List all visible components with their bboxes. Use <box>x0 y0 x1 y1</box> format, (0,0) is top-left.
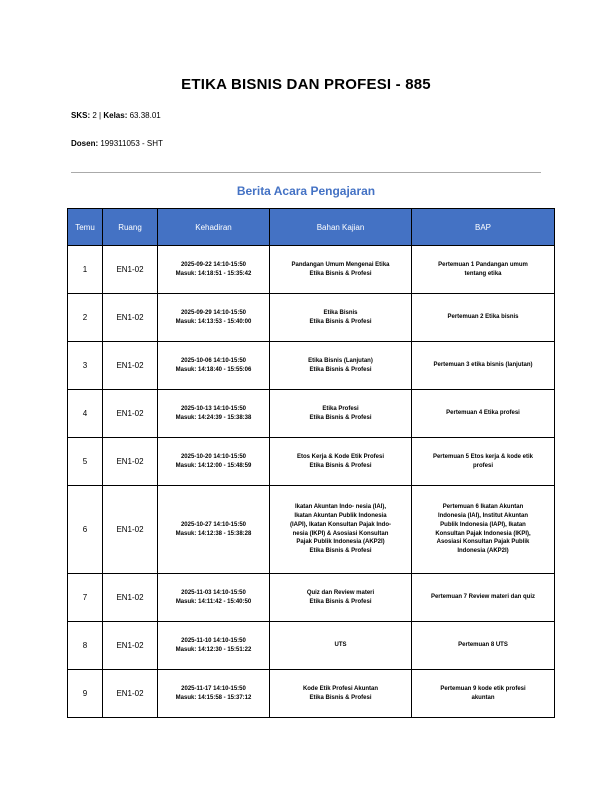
bap-line: Pertemuan 2 Etika bisnis <box>447 314 519 321</box>
sks-value: 2 <box>92 111 97 120</box>
temu-cell: 3 <box>68 342 103 390</box>
header-bap: BAP <box>412 209 555 246</box>
section-title: Berita Acara Pengajaran <box>236 184 376 198</box>
bap-cell <box>412 622 555 670</box>
temu-cell: 2 <box>68 294 103 342</box>
kelas-label: Kelas: <box>103 111 128 120</box>
bahan-kajian-line: Etika Bisnis & Profesi <box>309 318 372 325</box>
dosen-line <box>71 139 163 148</box>
ruang-cell: EN1-02 <box>103 670 158 718</box>
temu-cell: 7 <box>68 574 103 622</box>
jadwal-text: 2025-09-29 14:10-15:50 <box>180 309 247 316</box>
bap-cell <box>412 670 555 718</box>
table-row <box>68 294 555 342</box>
ruang-cell: EN1-02 <box>103 390 158 438</box>
temu-cell: 4 <box>68 390 103 438</box>
bap-cell <box>412 438 555 486</box>
bap-line: Indonesia (IAI), Institut Akuntan <box>437 513 529 520</box>
temu-cell: 5 <box>68 438 103 486</box>
bahan-kajian-line: Etos Kerja & Kode Etik Profesi <box>296 453 385 460</box>
bap-line: Konsultan Pajak Indonesia (IKPI), <box>435 530 531 537</box>
document-title: ETIKA BISNIS DAN PROFESI - 885 <box>181 76 431 93</box>
bahan-kajian-cell <box>270 294 412 342</box>
bap-line: Pertemuan 8 UTS <box>458 642 508 649</box>
header-bahan-kajian: Bahan Kajian <box>270 209 412 246</box>
masuk-text: Masuk: 14:12:00 - 15:48:59 <box>175 462 252 469</box>
bap-cell <box>412 486 555 574</box>
bahan-kajian-line: Etika Bisnis & Profesi <box>309 414 372 421</box>
table-body <box>68 246 555 718</box>
table-row <box>68 438 555 486</box>
masuk-text: Masuk: 14:18:40 - 15:55:06 <box>175 366 252 373</box>
bap-line: Indonesia (AKP2I) <box>457 547 509 554</box>
masuk-text: Masuk: 14:11:42 - 15:40:50 <box>175 598 252 605</box>
bahan-kajian-cell <box>270 246 412 294</box>
ruang-cell: EN1-02 <box>103 342 158 390</box>
bap-line: Pertemuan 7 Review materi dan quiz <box>430 594 536 601</box>
divider <box>71 172 541 173</box>
bap-cell <box>412 342 555 390</box>
bap-cell <box>412 574 555 622</box>
jadwal-text: 2025-09-22 14:10-15:50 <box>180 261 247 268</box>
bahan-kajian-line: nesia (IKPI) & Asosiasi Konsultan <box>292 530 389 537</box>
masuk-text: Masuk: 14:13:53 - 15:40:00 <box>175 318 252 325</box>
masuk-text: Masuk: 14:18:51 - 15:35:42 <box>175 270 252 277</box>
bahan-kajian-line: Etika Bisnis <box>323 309 358 316</box>
kehadiran-cell <box>158 246 270 294</box>
ruang-cell: EN1-02 <box>103 294 158 342</box>
sks-kelas-line <box>71 111 161 120</box>
bahan-kajian-cell <box>270 574 412 622</box>
bap-line: Pertemuan 5 Etos kerja & kode etik <box>432 453 534 460</box>
bahan-kajian-line: Etika Bisnis & Profesi <box>309 462 372 469</box>
masuk-text: Masuk: 14:15:58 - 15:37:12 <box>175 694 252 701</box>
header-ruang: Ruang <box>103 209 158 246</box>
kehadiran-cell <box>158 294 270 342</box>
bap-line: tentang etika <box>464 270 502 277</box>
temu-cell: 1 <box>68 246 103 294</box>
bahan-kajian-cell <box>270 390 412 438</box>
table-header-row <box>68 209 555 246</box>
bahan-kajian-line: Quiz dan Review materi <box>306 589 375 596</box>
bap-line: Pertemuan 4 Etika profesi <box>446 410 520 417</box>
kehadiran-cell <box>158 342 270 390</box>
bap-line: akuntan <box>471 694 495 701</box>
bahan-kajian-line: Etika Bisnis (Lanjutan) <box>308 357 373 364</box>
bahan-kajian-line: (IAPI), Ikatan Konsultan Pajak Indo- <box>289 521 391 528</box>
bahan-kajian-line: Ikatan Akuntan Publik Indonesia <box>294 513 387 520</box>
bahan-kajian-line: Kode Etik Profesi Akuntan <box>302 685 379 692</box>
bahan-kajian-line: Etika Bisnis & Profesi <box>309 366 372 373</box>
bahan-kajian-cell <box>270 486 412 574</box>
kehadiran-cell <box>158 622 270 670</box>
header-temu: Temu <box>68 209 103 246</box>
table-row <box>68 670 555 718</box>
bap-line: Publik Indonesia (IAPI), Ikatan <box>440 521 526 528</box>
header-kehadiran: Kehadiran <box>158 209 270 246</box>
bahan-kajian-cell <box>270 438 412 486</box>
jadwal-text: 2025-10-20 14:10-15:50 <box>180 453 247 460</box>
ruang-cell: EN1-02 <box>103 486 158 574</box>
bap-table <box>67 208 555 718</box>
dosen-label: Dosen: <box>71 139 99 148</box>
bahan-kajian-line: Etika Profesi <box>322 405 359 412</box>
ruang-cell: EN1-02 <box>103 622 158 670</box>
bahan-kajian-line: Pandangan Umum Mengenai Etika <box>291 261 390 268</box>
ruang-cell: EN1-02 <box>103 438 158 486</box>
table-row <box>68 622 555 670</box>
dosen-value: 199311053 - SHT <box>100 139 163 148</box>
jadwal-text: 2025-11-17 14:10-15:50 <box>181 685 246 692</box>
bahan-kajian-line: UTS <box>334 642 347 649</box>
masuk-text: Masuk: 14:12:38 - 15:38:28 <box>175 530 252 537</box>
table-row <box>68 342 555 390</box>
bahan-kajian-line: Etika Bisnis & Profesi <box>309 547 372 554</box>
ruang-cell: EN1-02 <box>103 574 158 622</box>
jadwal-text: 2025-10-13 14:10-15:50 <box>180 405 247 412</box>
masuk-text: Masuk: 14:12:30 - 15:51:22 <box>175 646 252 653</box>
bahan-kajian-line: Ikatan Akuntan Indo- nesia (IAI), <box>294 504 387 511</box>
bahan-kajian-cell <box>270 670 412 718</box>
bahan-kajian-line: Etika Bisnis & Profesi <box>309 598 372 605</box>
table-row <box>68 574 555 622</box>
bap-cell <box>412 294 555 342</box>
bahan-kajian-line: Etika Bisnis & Profesi <box>309 694 372 701</box>
kelas-value: 63.38.01 <box>129 111 161 120</box>
ruang-cell: EN1-02 <box>103 246 158 294</box>
jadwal-text: 2025-10-06 14:10-15:50 <box>180 357 247 364</box>
kehadiran-cell <box>158 670 270 718</box>
temu-cell: 9 <box>68 670 103 718</box>
kehadiran-cell <box>158 438 270 486</box>
bap-cell <box>412 390 555 438</box>
bahan-kajian-cell <box>270 622 412 670</box>
temu-cell: 6 <box>68 486 103 574</box>
bap-line: profesi <box>472 462 493 469</box>
bap-line: Pertemuan 6 Ikatan Akuntan <box>442 504 524 511</box>
bahan-kajian-cell <box>270 342 412 390</box>
jadwal-text: 2025-11-03 14:10-15:50 <box>181 589 246 596</box>
table-row <box>68 390 555 438</box>
table-row <box>68 246 555 294</box>
bap-line: Pertemuan 3 etika bisnis (lanjutan) <box>433 362 533 369</box>
bap-line: Pertemuan 1 Pandangan umum <box>438 261 528 268</box>
masuk-text: Masuk: 14:24:39 - 15:38:38 <box>175 414 252 421</box>
jadwal-text: 2025-10-27 14:10-15:50 <box>180 521 247 528</box>
kehadiran-cell <box>158 486 270 574</box>
sks-label: SKS: <box>71 111 91 120</box>
separator: | <box>99 111 102 120</box>
bahan-kajian-line: Pajak Publik Indonesia (AKP2I) <box>296 539 385 546</box>
bahan-kajian-line: Etika Bisnis & Profesi <box>309 270 372 277</box>
bap-cell <box>412 246 555 294</box>
bap-line: Pertemuan 9 kode etik profesi <box>440 685 526 692</box>
bap-line: Asosiasi Konsultan Pajak Publik <box>436 539 530 546</box>
temu-cell: 8 <box>68 622 103 670</box>
table-row <box>68 486 555 574</box>
kehadiran-cell <box>158 574 270 622</box>
kehadiran-cell <box>158 390 270 438</box>
jadwal-text: 2025-11-10 14:10-15:50 <box>181 637 246 644</box>
